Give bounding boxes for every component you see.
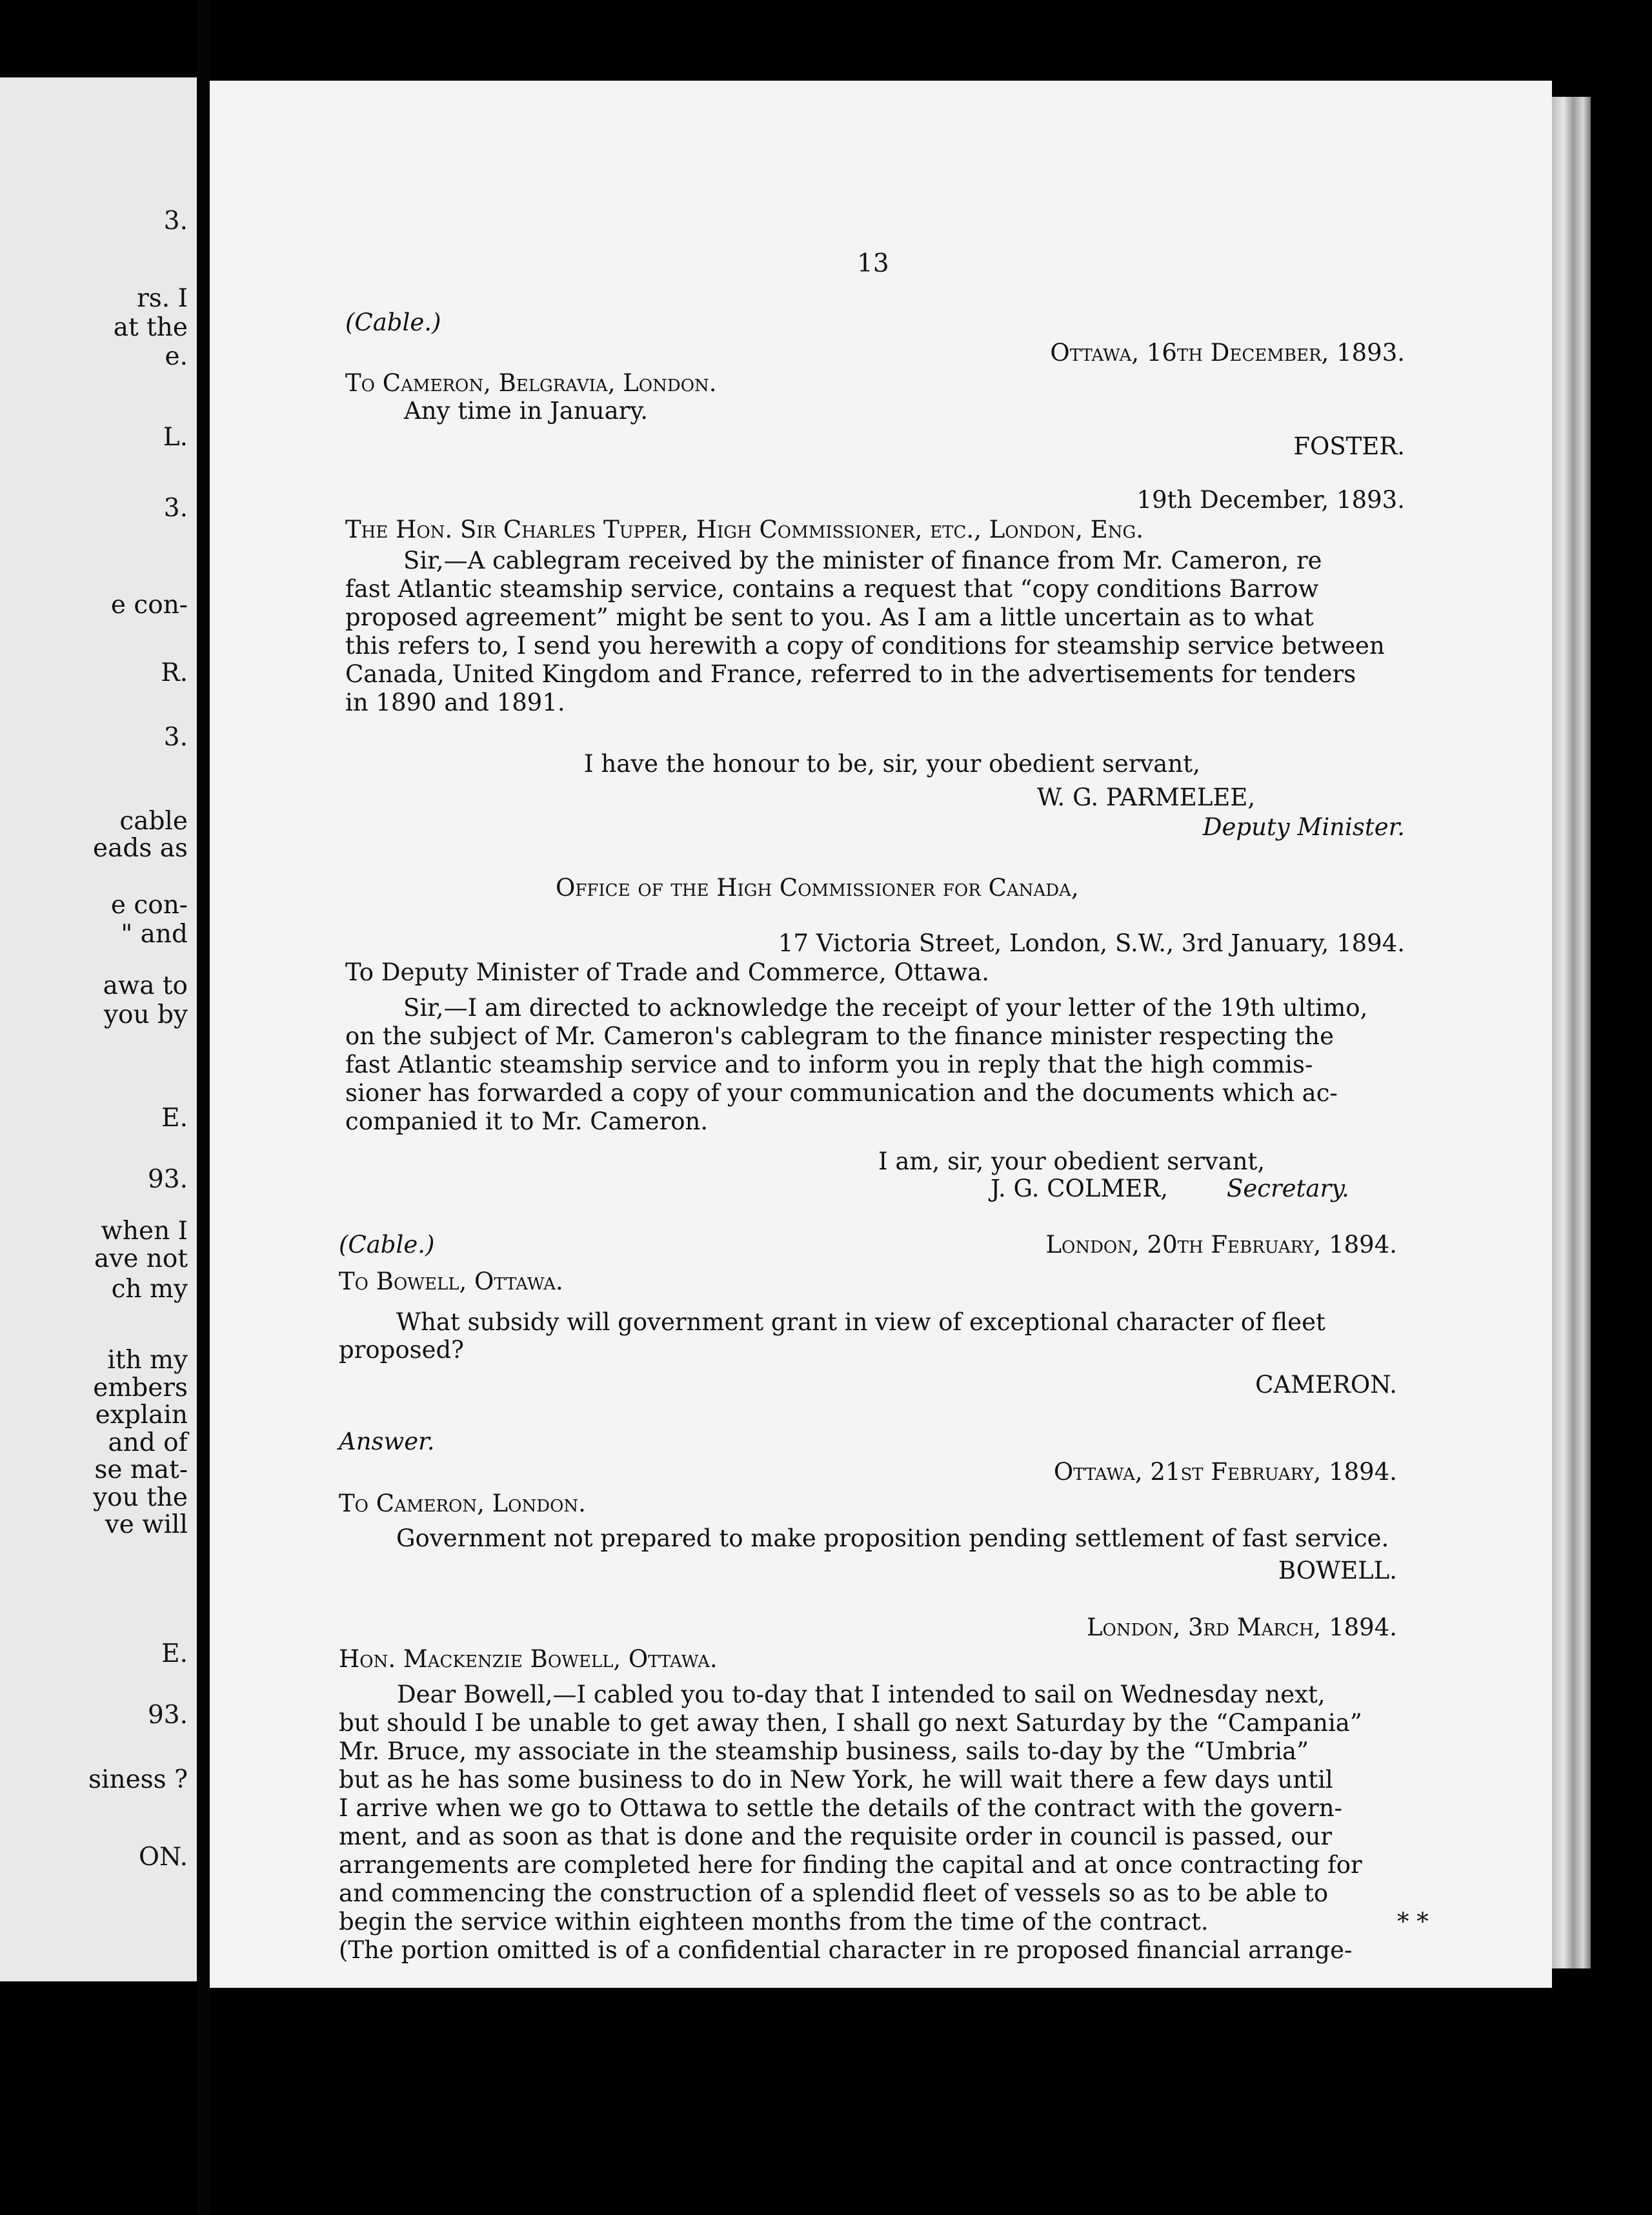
left-page-text: E.	[161, 1639, 188, 1668]
closing: I am, sir, your obedient servant,	[878, 1148, 1265, 1175]
asterisks: * *	[1397, 1908, 1429, 1936]
recipient: Hon. Mackenzie Bowell, Ottawa.	[339, 1645, 718, 1673]
left-page-text: embers	[93, 1373, 188, 1402]
body-line: ment, and as soon as that is done and the requisite order in council is passed, our	[339, 1823, 1333, 1850]
left-page-text: " and	[121, 920, 188, 949]
body-line: Dear Bowell,—I cabled you to-day that I intended to sail on Wednesday next,	[397, 1681, 1325, 1708]
signer: J. G. COLMER,	[991, 1175, 1168, 1202]
signer: W. G. PARMELEE,	[1037, 784, 1256, 811]
left-page-text: 93.	[147, 1165, 188, 1194]
recipient: To Bowell, Ottawa.	[339, 1268, 563, 1295]
left-page-text: e.	[165, 342, 188, 371]
signer-title: Deputy Minister.	[1202, 813, 1405, 841]
cable-label: (Cable.)	[345, 308, 441, 336]
body-line: but should I be unable to get away then, I shall go next Saturday by the “Campania”	[339, 1709, 1362, 1737]
left-page-text: R.	[161, 658, 188, 687]
dateline: Ottawa, 21st February, 1894.	[1053, 1458, 1397, 1486]
left-page-fragment	[0, 77, 197, 1981]
office-heading: Office of the High Commissioner for Canada,	[556, 874, 1079, 902]
body-line: I arrive when we go to Ottawa to settle the details of the contract with the govern-	[339, 1794, 1343, 1822]
signature: FOSTER.	[1293, 432, 1405, 460]
left-page-text: cable	[119, 807, 188, 836]
cable-label: (Cable.)	[339, 1231, 435, 1259]
left-page-text: ch my	[111, 1275, 188, 1304]
body-line: in 1890 and 1891.	[345, 689, 565, 716]
left-page-text: siness ?	[88, 1765, 188, 1794]
body-line: companied it to Mr. Cameron.	[345, 1108, 709, 1135]
recipient: To Deputy Minister of Trade and Commerce, Ottawa.	[345, 958, 989, 986]
body-line: Canada, United Kingdom and France, referred to in the advertisements for tenders	[345, 660, 1356, 688]
dateline: 17 Victoria Street, London, S.W., 3rd January, 1894.	[778, 929, 1405, 957]
body-line: arrangements are completed here for finding the capital and at once contracting for	[339, 1851, 1362, 1879]
left-page-text: 93.	[147, 1701, 188, 1730]
body-line: (The portion omitted is of a confidential character in re proposed financial arrange-	[339, 1936, 1353, 1964]
page-number: 13	[857, 249, 889, 278]
cable-body: Any time in January.	[404, 397, 649, 425]
body-line: on the subject of Mr. Cameron's cablegram to the finance minister respecting the	[345, 1022, 1335, 1050]
left-page-text: ON.	[138, 1843, 188, 1872]
left-page-text: when I	[101, 1217, 188, 1246]
left-page-text: ave not	[94, 1244, 188, 1273]
left-page-text: you by	[103, 1000, 188, 1029]
left-page-text: explain	[95, 1401, 188, 1430]
left-page-text: rs. I	[137, 284, 188, 313]
signature: CAMERON.	[1255, 1371, 1397, 1399]
left-page-text: se mat-	[94, 1455, 188, 1484]
closing: I have the honour to be, sir, your obedient servant,	[584, 750, 1200, 778]
body-line: Mr. Bruce, my associate in the steamship business, sails to-day by the “Umbria”	[339, 1737, 1309, 1765]
body-line: and commencing the construction of a splendid fleet of vessels so as to be able to	[339, 1879, 1329, 1907]
recipient: To Cameron, Belgravia, London.	[345, 369, 717, 397]
recipient: The Hon. Sir Charles Tupper, High Commissioner, etc., London, Eng.	[345, 516, 1144, 543]
left-page-text: you the	[93, 1483, 188, 1512]
body-line: Sir,—I am directed to acknowledge the receipt of your letter of the 19th ultimo,	[403, 994, 1368, 1022]
left-page-text: E.	[161, 1104, 188, 1133]
letter-date: 19th December, 1893.	[1136, 486, 1405, 514]
body-line: fast Atlantic steamship service, contains a request that “copy conditions Barrow	[345, 575, 1319, 603]
body-line: this refers to, I send you herewith a copy of conditions for steamship service between	[345, 632, 1385, 660]
page-edge	[1552, 97, 1591, 1968]
left-page-text: ve will	[105, 1510, 188, 1539]
body-line: proposed agreement” might be sent to you. As I am a little uncertain as to what	[345, 603, 1314, 631]
recipient: To Cameron, London.	[339, 1490, 586, 1517]
left-page-text: e con-	[110, 591, 188, 620]
document-page	[210, 81, 1552, 1988]
dateline: London, 3rd March, 1894.	[1086, 1613, 1397, 1641]
body-line: proposed?	[339, 1336, 465, 1364]
body-line: sioner has forwarded a copy of your communication and the documents which ac-	[345, 1079, 1338, 1107]
body-line: begin the service within eighteen months from the time of the contract.	[339, 1908, 1209, 1936]
left-page-text: and of	[108, 1428, 188, 1457]
left-page-text: awa to	[103, 971, 188, 1000]
signature: BOWELL.	[1278, 1557, 1397, 1584]
body-line: fast Atlantic steamship service and to inform you in reply that the high commis-	[345, 1051, 1313, 1078]
book-gutter	[197, 0, 210, 2215]
left-page-text: at the	[113, 313, 188, 342]
answer-label: Answer.	[339, 1428, 435, 1455]
body-line: but as he has some business to do in New York, he will wait there a few days until	[339, 1766, 1333, 1794]
answer-body: Government not prepared to make proposition pending settlement of fast service.	[396, 1524, 1389, 1552]
left-page-text: L.	[163, 423, 188, 452]
dateline: Ottawa, 16th December, 1893.	[1050, 339, 1405, 367]
dateline: London, 20th February, 1894.	[1045, 1231, 1397, 1259]
left-page-text: ith my	[107, 1346, 188, 1375]
left-page-text: eads as	[93, 834, 188, 863]
left-page-text: e con-	[110, 891, 188, 920]
body-line: Sir,—A cablegram received by the minister of finance from Mr. Cameron, re	[403, 547, 1322, 574]
left-page-text: 3.	[163, 494, 188, 523]
body-line: What subsidy will government grant in view of exceptional character of fleet	[396, 1308, 1325, 1336]
signer-title: Secretary.	[1227, 1175, 1349, 1202]
left-page-text: 3.	[163, 723, 188, 752]
left-page-text: 3.	[163, 207, 188, 236]
